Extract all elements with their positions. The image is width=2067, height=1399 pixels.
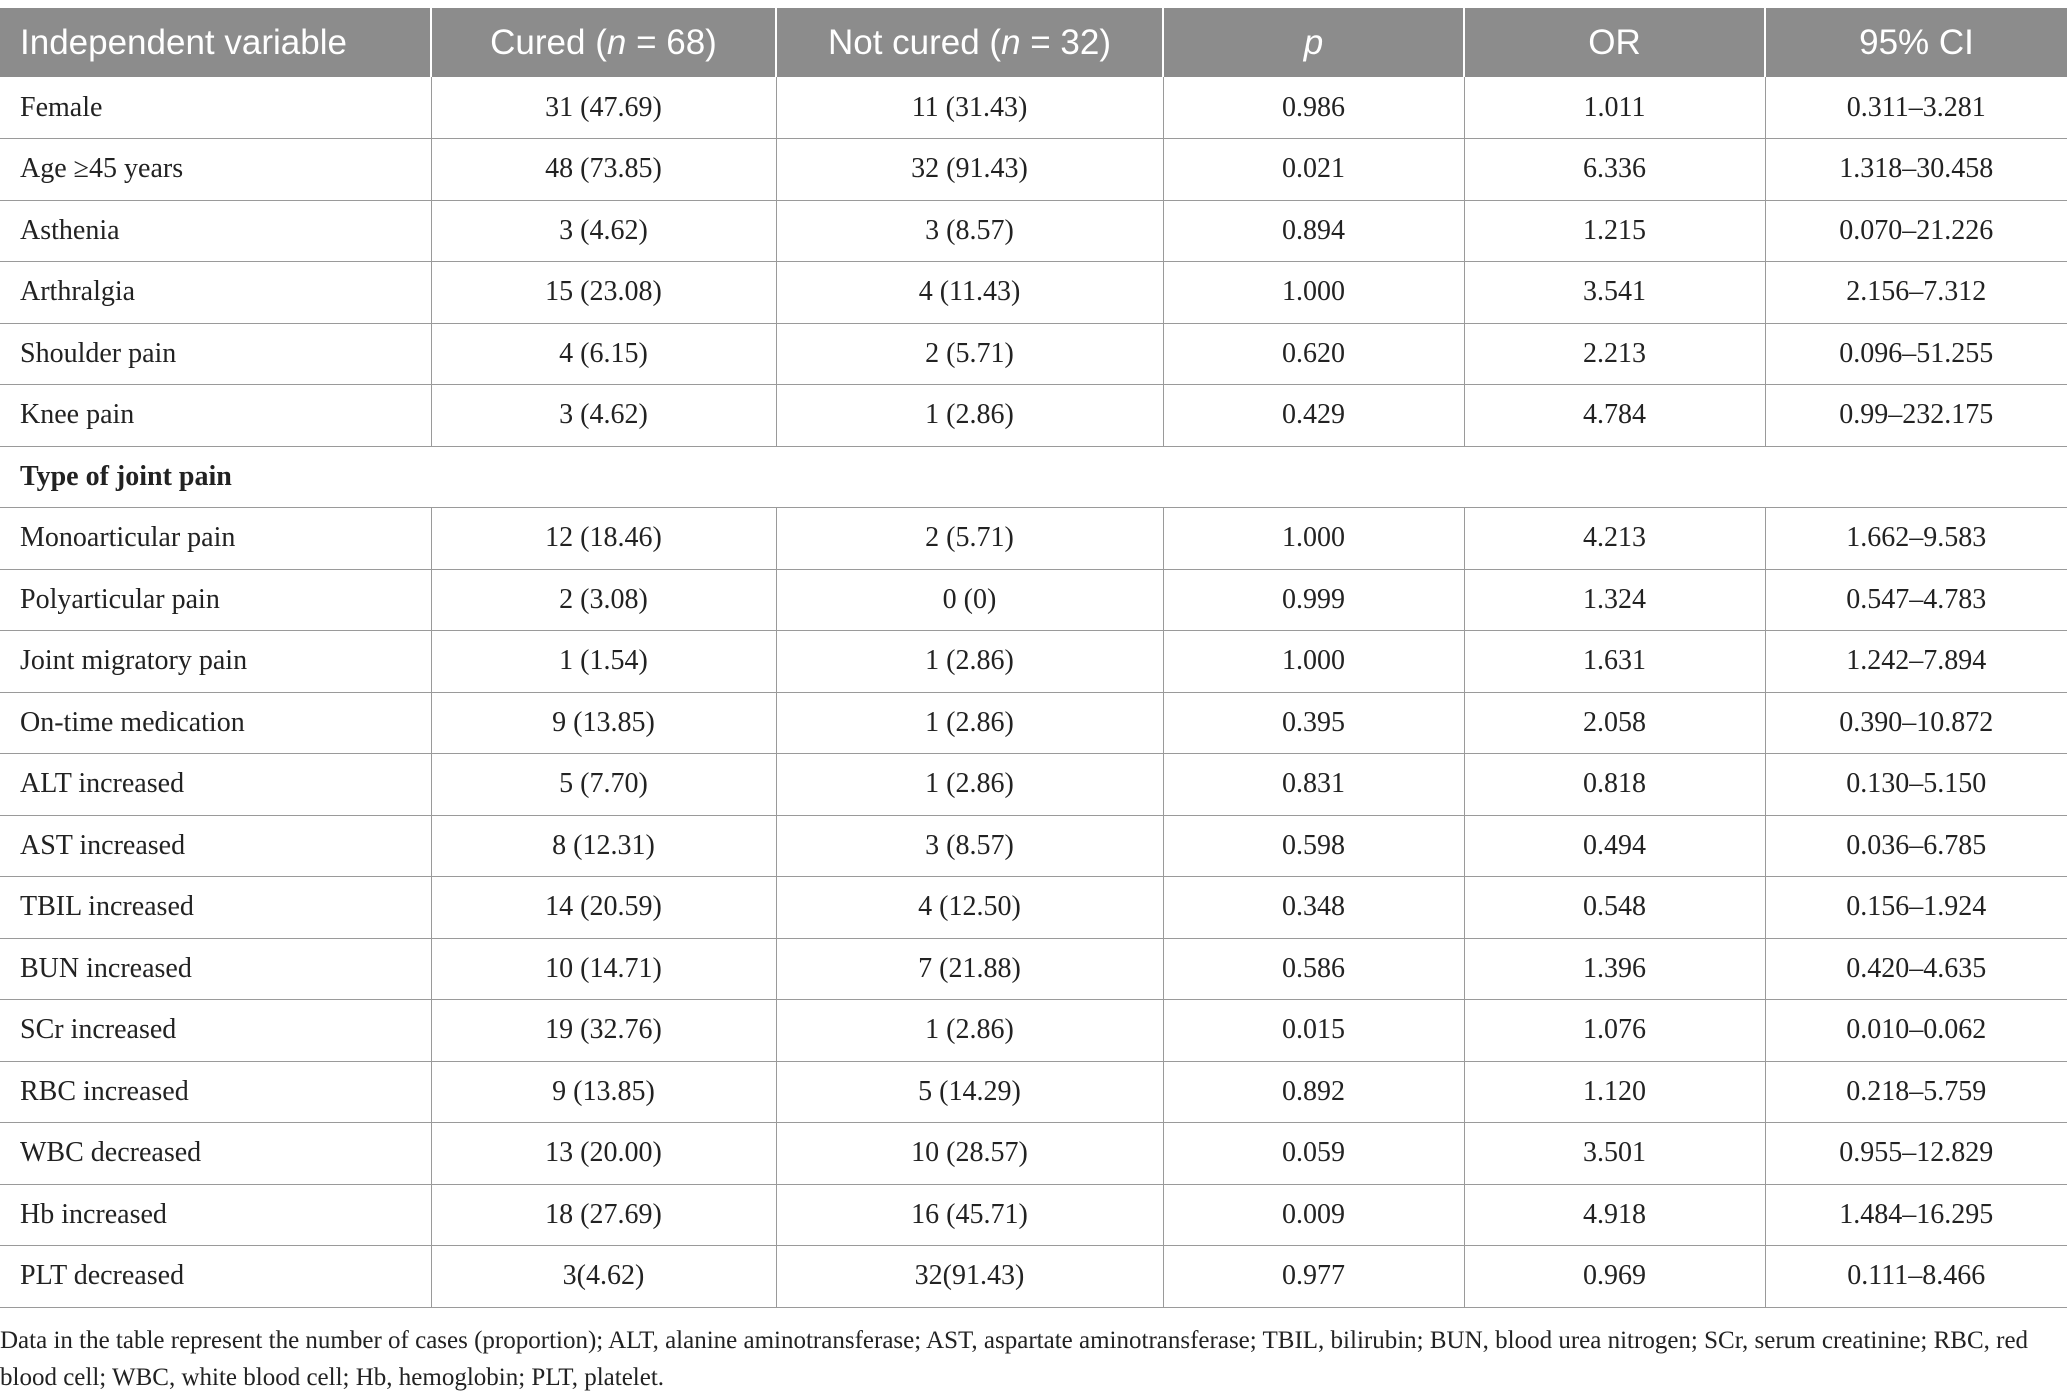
section-label: Type of joint pain — [0, 446, 2067, 508]
cell-ci: 2.156–7.312 — [1765, 262, 2067, 324]
table-footnote: Data in the table represent the number of cases (proportion); ALT, alanine aminotransferase; AST, aspartate aminotransferase; TBIL, bilirubin; BUN, blood urea nitrogen; SCr, serum creatinine; RBC, red blood cell; WBC, white blood cell; Hb, hemoglobin; PLT, platelet. — [0, 1326, 2029, 1391]
cell-not-cured: 3 (8.57) — [776, 200, 1163, 262]
cell-or: 0.969 — [1464, 1246, 1765, 1308]
cell-cured: 48 (73.85) — [431, 139, 776, 201]
cell-not-cured: 11 (31.43) — [776, 77, 1163, 139]
cell-cured: 3 (4.62) — [431, 385, 776, 447]
header-cured-n: n — [606, 22, 627, 62]
cell-ci: 1.318–30.458 — [1765, 139, 2067, 201]
cell-cured: 2 (3.08) — [431, 569, 776, 631]
cell-variable: AST increased — [0, 815, 431, 877]
cell-not-cured: 1 (2.86) — [776, 631, 1163, 693]
header-not-cured-n: n — [1001, 22, 1021, 62]
cell-variable: Hb increased — [0, 1184, 431, 1246]
cell-not-cured: 32 (91.43) — [776, 139, 1163, 201]
cell-ci: 0.111–8.466 — [1765, 1246, 2067, 1308]
header-not-cured — [776, 8, 1163, 77]
cell-ci: 0.036–6.785 — [1765, 815, 2067, 877]
cell-or: 3.501 — [1464, 1123, 1765, 1185]
cell-p: 0.021 — [1163, 139, 1464, 201]
cell-not-cured: 0 (0) — [776, 569, 1163, 631]
cell-p: 0.348 — [1163, 877, 1464, 939]
cell-cured: 18 (27.69) — [431, 1184, 776, 1246]
cell-not-cured: 2 (5.71) — [776, 508, 1163, 570]
cell-variable: Asthenia — [0, 200, 431, 262]
cell-ci: 0.420–4.635 — [1765, 938, 2067, 1000]
cell-cured: 15 (23.08) — [431, 262, 776, 324]
cell-or: 4.784 — [1464, 385, 1765, 447]
cell-not-cured: 1 (2.86) — [776, 385, 1163, 447]
cell-variable: Shoulder pain — [0, 323, 431, 385]
cell-not-cured: 10 (28.57) — [776, 1123, 1163, 1185]
table-row — [0, 1184, 2067, 1246]
table-row — [0, 200, 2067, 262]
header-cured — [431, 8, 776, 77]
cell-cured: 9 (13.85) — [431, 692, 776, 754]
cell-or: 1.011 — [1464, 77, 1765, 139]
cell-variable: BUN increased — [0, 938, 431, 1000]
cell-p: 0.894 — [1163, 200, 1464, 262]
cell-variable: RBC increased — [0, 1061, 431, 1123]
header-cured-rest: = 68) — [626, 22, 717, 62]
cell-or: 1.215 — [1464, 200, 1765, 262]
cell-cured: 19 (32.76) — [431, 1000, 776, 1062]
cell-cured: 12 (18.46) — [431, 508, 776, 570]
cell-p: 1.000 — [1163, 508, 1464, 570]
cell-variable: Arthralgia — [0, 262, 431, 324]
cell-p: 0.059 — [1163, 1123, 1464, 1185]
cell-p: 0.831 — [1163, 754, 1464, 816]
cell-variable: Age ≥45 years — [0, 139, 431, 201]
cell-not-cured: 4 (12.50) — [776, 877, 1163, 939]
cell-cured: 3(4.62) — [431, 1246, 776, 1308]
cell-variable: Joint migratory pain — [0, 631, 431, 693]
cell-p: 0.598 — [1163, 815, 1464, 877]
header-p-label: p — [1303, 22, 1324, 62]
cell-p: 0.429 — [1163, 385, 1464, 447]
cell-variable: SCr increased — [0, 1000, 431, 1062]
cell-or: 4.213 — [1464, 508, 1765, 570]
cell-ci: 0.010–0.062 — [1765, 1000, 2067, 1062]
header-variable: Independent variable — [20, 22, 347, 62]
cell-cured: 8 (12.31) — [431, 815, 776, 877]
cell-not-cured: 2 (5.71) — [776, 323, 1163, 385]
header-ci: 95% CI — [1765, 8, 2067, 77]
cell-p: 0.620 — [1163, 323, 1464, 385]
header-not-cured-label: Not cured ( — [827, 22, 1002, 62]
cell-not-cured: 3 (8.57) — [776, 815, 1163, 877]
cell-ci: 0.390–10.872 — [1765, 692, 2067, 754]
cell-ci: 1.484–16.295 — [1765, 1184, 2067, 1246]
cell-ci: 0.955–12.829 — [1765, 1123, 2067, 1185]
cell-p: 0.395 — [1163, 692, 1464, 754]
table-row — [0, 692, 2067, 754]
table-row — [0, 754, 2067, 816]
section-row — [0, 446, 2067, 508]
cell-or: 3.541 — [1464, 262, 1765, 324]
table-row — [0, 139, 2067, 201]
cell-ci: 0.218–5.759 — [1765, 1061, 2067, 1123]
cell-cured: 31 (47.69) — [431, 77, 776, 139]
table-row — [0, 1246, 2067, 1308]
cell-or: 1.396 — [1464, 938, 1765, 1000]
cell-variable: Female — [0, 77, 431, 139]
table-row — [0, 938, 2067, 1000]
cell-ci: 0.311–3.281 — [1765, 77, 2067, 139]
cell-ci: 0.096–51.255 — [1765, 323, 2067, 385]
header-not-cured-rest: = 32) — [1020, 22, 1112, 62]
cell-variable: WBC decreased — [0, 1123, 431, 1185]
cell-p: 0.586 — [1163, 938, 1464, 1000]
cell-ci: 1.242–7.894 — [1765, 631, 2067, 693]
table-row — [0, 877, 2067, 939]
cell-p: 0.892 — [1163, 1061, 1464, 1123]
cell-cured: 5 (7.70) — [431, 754, 776, 816]
cell-cured: 9 (13.85) — [431, 1061, 776, 1123]
cell-ci: 0.156–1.924 — [1765, 877, 2067, 939]
cell-not-cured: 1 (2.86) — [776, 1000, 1163, 1062]
cell-p: 0.015 — [1163, 1000, 1464, 1062]
cell-ci: 0.130–5.150 — [1765, 754, 2067, 816]
cell-not-cured: 7 (21.88) — [776, 938, 1163, 1000]
table-row — [0, 323, 2067, 385]
cell-or: 6.336 — [1464, 139, 1765, 201]
cell-or: 1.076 — [1464, 1000, 1765, 1062]
cell-or: 1.324 — [1464, 569, 1765, 631]
cell-or: 4.918 — [1464, 1184, 1765, 1246]
cell-or: 0.494 — [1464, 815, 1765, 877]
cell-not-cured: 16 (45.71) — [776, 1184, 1163, 1246]
cell-cured: 13 (20.00) — [431, 1123, 776, 1185]
cell-ci: 0.547–4.783 — [1765, 569, 2067, 631]
cell-not-cured: 32(91.43) — [776, 1246, 1163, 1308]
cell-or: 1.120 — [1464, 1061, 1765, 1123]
cell-not-cured: 4 (11.43) — [776, 262, 1163, 324]
cell-variable: Polyarticular pain — [0, 569, 431, 631]
table-row — [0, 815, 2067, 877]
cell-ci: 0.070–21.226 — [1765, 200, 2067, 262]
results-table — [0, 8, 2067, 1308]
header-p — [1163, 8, 1464, 77]
table-row — [0, 569, 2067, 631]
cell-variable: ALT increased — [0, 754, 431, 816]
header-row — [0, 8, 2067, 77]
cell-or: 0.548 — [1464, 877, 1765, 939]
cell-p: 1.000 — [1163, 631, 1464, 693]
header-cured-label: Cured ( — [490, 22, 607, 62]
cell-variable: Monoarticular pain — [0, 508, 431, 570]
cell-variable: TBIL increased — [0, 877, 431, 939]
cell-or: 2.213 — [1464, 323, 1765, 385]
header-or: OR — [1464, 8, 1765, 77]
table-row — [0, 1061, 2067, 1123]
cell-variable: PLT decreased — [0, 1246, 431, 1308]
table-row — [0, 1123, 2067, 1185]
table-row — [0, 508, 2067, 570]
cell-not-cured: 5 (14.29) — [776, 1061, 1163, 1123]
table-body — [0, 77, 2067, 1307]
cell-p: 0.977 — [1163, 1246, 1464, 1308]
table-container — [0, 8, 2067, 1396]
cell-not-cured: 1 (2.86) — [776, 754, 1163, 816]
table-row — [0, 1000, 2067, 1062]
table-row — [0, 262, 2067, 324]
cell-p: 1.000 — [1163, 262, 1464, 324]
cell-ci: 1.662–9.583 — [1765, 508, 2067, 570]
cell-variable: Knee pain — [0, 385, 431, 447]
cell-or: 0.818 — [1464, 754, 1765, 816]
table-header — [0, 8, 2067, 77]
cell-cured: 14 (20.59) — [431, 877, 776, 939]
cell-cured: 3 (4.62) — [431, 200, 776, 262]
cell-or: 1.631 — [1464, 631, 1765, 693]
table-row — [0, 77, 2067, 139]
cell-cured: 1 (1.54) — [431, 631, 776, 693]
table-row — [0, 631, 2067, 693]
table-row — [0, 385, 2067, 447]
cell-or: 2.058 — [1464, 692, 1765, 754]
cell-p: 0.986 — [1163, 77, 1464, 139]
cell-not-cured: 1 (2.86) — [776, 692, 1163, 754]
cell-p: 0.009 — [1163, 1184, 1464, 1246]
cell-ci: 0.99–232.175 — [1765, 385, 2067, 447]
cell-p: 0.999 — [1163, 569, 1464, 631]
cell-variable: On-time medication — [0, 692, 431, 754]
cell-cured: 4 (6.15) — [431, 323, 776, 385]
cell-cured: 10 (14.71) — [431, 938, 776, 1000]
